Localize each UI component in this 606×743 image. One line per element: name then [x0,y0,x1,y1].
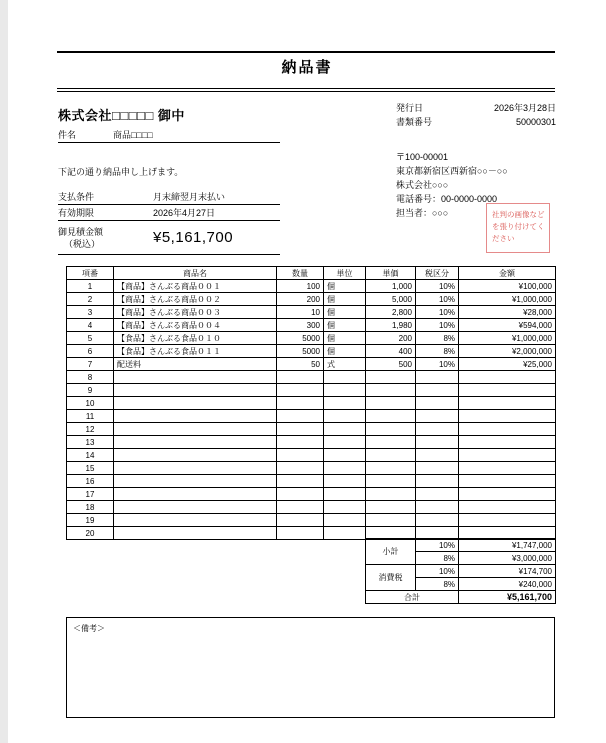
cell-amount: ¥2,000,000 [459,345,556,358]
cell-tax: 10% [416,293,459,306]
issue-date-label: 発行日 [396,103,424,113]
issuer-phone: 電話番号：00-0000-0000 [396,194,498,204]
cell-no: 19 [67,514,114,527]
cell-price: 400 [366,345,416,358]
issuer-company-name: 株式会社○○○ [396,180,449,190]
document-number-label: 書類番号 [396,117,433,127]
cell-tax [416,423,459,436]
cell-name [114,397,277,410]
cell-amount [459,514,556,527]
table-row[interactable] [67,410,556,423]
cell-tax [416,397,459,410]
cell-price [366,384,416,397]
cell-tax [416,410,459,423]
cell-unit [324,488,366,501]
cell-unit [324,514,366,527]
subtotal-amount-10: ¥1,747,000 [459,539,556,552]
cell-qty: 5000 [277,332,324,345]
table-row[interactable] [67,280,556,293]
cell-qty [277,475,324,488]
cell-qty [277,462,324,475]
cell-name: 【商品】さんぶる商品００４ [114,319,277,332]
subtotal-rate-8: 8% [416,552,459,565]
header-rule-top [57,51,555,53]
cell-qty [277,436,324,449]
cell-price: 1,000 [366,280,416,293]
cell-unit: 個 [324,293,366,306]
cell-name: 【商品】さんぶる商品００２ [114,293,277,306]
header-name: 商品名 [114,267,277,280]
cell-tax: 10% [416,280,459,293]
cell-price [366,436,416,449]
cell-amount [459,423,556,436]
cell-tax [416,475,459,488]
cell-tax [416,488,459,501]
estimate-total-row [58,221,280,255]
cell-price [366,449,416,462]
table-row[interactable] [67,514,556,527]
document-number-value: 50000301 [515,117,556,127]
cell-amount: ¥100,000 [459,280,556,293]
grand-total-label: 合計 [366,591,459,604]
customer-name: 株式会社□□□□□ 御中 [58,108,185,123]
header-rule-mid-2 [57,91,555,92]
cell-tax [416,449,459,462]
cell-no: 14 [67,449,114,462]
table-row[interactable] [67,384,556,397]
payment-terms-label: 支払条件 [58,192,95,202]
cell-no: 1 [67,280,114,293]
cell-unit [324,462,366,475]
cell-amount [459,397,556,410]
cell-name [114,410,277,423]
tax-label: 消費税 [366,565,416,591]
cell-unit: 個 [324,332,366,345]
cell-tax [416,436,459,449]
issuer-contact-person: 担当者：○○○ [396,208,449,218]
cell-qty [277,397,324,410]
page-title: 納品書 [281,59,333,76]
cell-name [114,462,277,475]
cell-no: 9 [67,384,114,397]
cell-tax [416,371,459,384]
cell-qty [277,501,324,514]
cell-amount: ¥1,000,000 [459,293,556,306]
totals-table [365,538,556,604]
cell-unit [324,371,366,384]
cell-unit [324,436,366,449]
cell-qty [277,514,324,527]
tax-amount-8: ¥240,000 [459,578,556,591]
subject-label: 件名 [58,130,77,140]
issue-info-block [396,101,556,129]
table-row[interactable] [67,475,556,488]
cell-tax: 8% [416,345,459,358]
table-row[interactable] [67,397,556,410]
cell-no: 8 [67,371,114,384]
cell-name [114,501,277,514]
cell-qty [277,488,324,501]
table-row[interactable] [67,306,556,319]
cell-no: 4 [67,319,114,332]
cell-no: 6 [67,345,114,358]
cell-unit [324,384,366,397]
estimate-total-label [58,226,153,250]
header-tax: 税区分 [416,267,459,280]
cell-qty [277,371,324,384]
cell-name [114,371,277,384]
subtotal-rate-10: 10% [416,539,459,552]
cell-qty: 50 [277,358,324,371]
cell-price: 5,000 [366,293,416,306]
tax-row-1 [366,565,556,578]
cell-amount [459,436,556,449]
cell-price [366,423,416,436]
cell-name: 配送料 [114,358,277,371]
cell-qty: 100 [277,280,324,293]
cell-tax: 10% [416,358,459,371]
table-row[interactable] [67,449,556,462]
cell-amount [459,501,556,514]
table-row[interactable] [67,423,556,436]
cell-unit [324,449,366,462]
cell-tax: 10% [416,319,459,332]
cell-price [366,462,416,475]
cell-no: 12 [67,423,114,436]
cell-price [366,501,416,514]
cell-no: 17 [67,488,114,501]
cell-qty: 200 [277,293,324,306]
cell-no: 13 [67,436,114,449]
header-rule-mid [57,88,555,89]
cell-unit [324,527,366,540]
table-row[interactable] [67,371,556,384]
cell-name [114,488,277,501]
cell-tax [416,501,459,514]
table-row[interactable] [67,345,556,358]
header-unit: 単位 [324,267,366,280]
cell-name: 【食品】さんぶる食品０１０ [114,332,277,345]
table-row[interactable] [67,501,556,514]
cell-price [366,410,416,423]
cell-name [114,475,277,488]
table-row[interactable] [67,319,556,332]
cell-qty [277,410,324,423]
issue-date-value: 2026年3月28日 [493,103,556,113]
table-row[interactable] [67,436,556,449]
cell-price [366,514,416,527]
table-row[interactable] [67,332,556,345]
subtotal-row-1 [366,539,556,552]
cell-unit: 個 [324,306,366,319]
cell-amount: ¥594,000 [459,319,556,332]
tax-amount-10: ¥174,700 [459,565,556,578]
header-qty: 数量 [277,267,324,280]
cell-price: 500 [366,358,416,371]
cell-name [114,514,277,527]
grand-total-amount: ¥5,161,700 [459,591,556,604]
cell-name: 【商品】さんぶる商品００１ [114,280,277,293]
cell-unit: 式 [324,358,366,371]
cell-amount [459,475,556,488]
cell-no: 10 [67,397,114,410]
cell-name: 【商品】さんぶる商品００３ [114,306,277,319]
issuer-address: 東京都新宿区西新宿○○－○○ [396,166,508,176]
cell-no: 15 [67,462,114,475]
issue-date-row [396,101,556,115]
cell-qty: 5000 [277,345,324,358]
cell-price [366,371,416,384]
cell-name [114,449,277,462]
expiry-row [58,205,280,221]
document-page [8,0,606,743]
cell-unit: 個 [324,319,366,332]
cell-price [366,488,416,501]
cell-no: 20 [67,527,114,540]
cell-amount: ¥1,000,000 [459,332,556,345]
cell-qty: 10 [277,306,324,319]
cell-unit [324,397,366,410]
cell-name [114,384,277,397]
expiry-label: 有効期限 [58,208,95,218]
payment-terms-row [58,189,280,205]
cell-unit [324,475,366,488]
cell-name [114,436,277,449]
cell-no: 5 [67,332,114,345]
cell-qty [277,527,324,540]
table-row[interactable] [67,488,556,501]
cell-amount [459,488,556,501]
cell-no: 11 [67,410,114,423]
estimate-total-value: ¥5,161,700 [153,229,234,246]
header-price: 単価 [366,267,416,280]
cell-name [114,423,277,436]
remarks-box[interactable] [66,617,555,718]
header-amount: 金額 [459,267,556,280]
cell-amount [459,449,556,462]
cell-amount [459,371,556,384]
cell-amount [459,384,556,397]
cell-no: 3 [67,306,114,319]
cell-unit: 個 [324,345,366,358]
table-row[interactable] [67,462,556,475]
tax-rate-10: 10% [416,565,459,578]
issuer-postal-code: 〒100-00001 [396,152,449,162]
cell-tax [416,462,459,475]
subtotal-label: 小計 [366,539,416,565]
cell-qty [277,384,324,397]
cell-amount [459,462,556,475]
cell-tax: 10% [416,306,459,319]
payment-terms-value: 月末締翌月末払い [153,192,226,202]
header-no: 項番 [67,267,114,280]
subject-underline [58,142,280,143]
table-row[interactable] [67,293,556,306]
remarks-label: ＜備考＞ [73,624,105,633]
cell-unit [324,501,366,514]
company-seal-placeholder: 社判の画像などを張り付けてください [486,203,550,253]
estimate-total-label-sub: （税込） [64,238,101,249]
document-number-row [396,115,556,129]
cell-amount: ¥25,000 [459,358,556,371]
cell-price: 1,980 [366,319,416,332]
intro-text: 下記の通り納品申し上げます。 [58,167,184,177]
cell-unit: 個 [324,280,366,293]
cell-unit [324,423,366,436]
cell-no: 16 [67,475,114,488]
cell-tax [416,384,459,397]
cell-qty [277,449,324,462]
cell-name: 【食品】さんぶる食品０１１ [114,345,277,358]
subject-value: 商品□□□□ [113,130,153,140]
items-table-header-row [67,267,556,280]
cell-no: 18 [67,501,114,514]
expiry-value: 2026年4月27日 [153,208,216,218]
cell-no: 7 [67,358,114,371]
cell-price [366,475,416,488]
tax-rate-8: 8% [416,578,459,591]
cell-qty [277,423,324,436]
estimate-total-label-main: 御見積金額 [58,226,104,237]
grand-total-row [366,591,556,604]
cell-price [366,397,416,410]
cell-price: 200 [366,332,416,345]
subtotal-amount-8: ¥3,000,000 [459,552,556,565]
items-table [66,266,556,540]
cell-qty: 300 [277,319,324,332]
cell-tax: 8% [416,332,459,345]
cell-tax [416,514,459,527]
table-row[interactable] [67,358,556,371]
cell-price: 2,800 [366,306,416,319]
cell-unit [324,410,366,423]
cell-name [114,527,277,540]
cell-amount: ¥28,000 [459,306,556,319]
cell-amount [459,410,556,423]
terms-block [58,189,280,255]
cell-no: 2 [67,293,114,306]
